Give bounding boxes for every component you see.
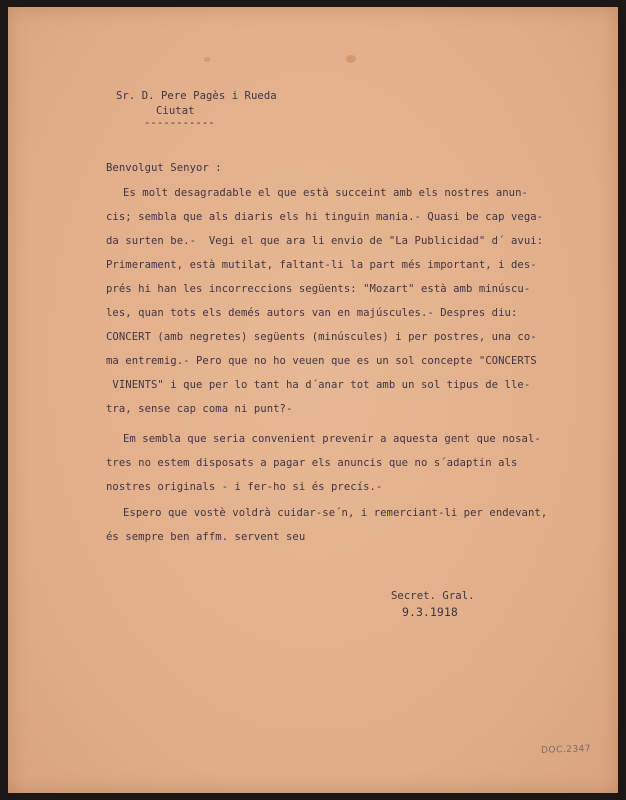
signature-title: Secret. Gral. xyxy=(391,590,475,602)
body-line: és sempre ben affm. servent seu xyxy=(106,531,306,543)
body-line: les, quan tots els demés autors van en majúscules.- Despres diu: xyxy=(106,307,518,319)
body-line: prés hi han les incorreccions següents: "Mozart" està amb minúscu- xyxy=(106,283,531,295)
address-underline: ----------- xyxy=(144,117,215,129)
archive-stamp: DOC.2347 xyxy=(540,744,592,756)
body-line: Espero que vostè voldrà cuidar-se´n, i remerciant-li per endevant, xyxy=(123,507,548,519)
recipient-name: Sr. D. Pere Pagès i Rueda xyxy=(116,90,277,102)
body-line: tra, sense cap coma ni punt?- xyxy=(106,403,293,415)
letter-date: 9.3.1918 xyxy=(402,605,458,619)
body-line: ma entremig.- Pero que no ho veuen que es un sol concepte "CONCERTS xyxy=(106,355,537,367)
body-line: Es molt desagradable el que està succeint amb els nostres anun- xyxy=(123,187,528,199)
body-line: da surten be.- Vegi el que ara li envio de "La Publicidad" d´ avui: xyxy=(106,235,544,247)
body-line: cis; sembla que als diaris els hi tinguin mania.- Quasi be cap vega- xyxy=(106,211,544,223)
body-line: Primerament, està mutilat, faltant-li la part més important, i des- xyxy=(106,259,537,271)
salutation: Benvolgut Senyor : xyxy=(106,162,222,174)
body-line: Em sembla que seria convenient prevenir a aquesta gent que nosal- xyxy=(123,433,541,445)
body-line: nostres originals - i fer-ho si és precís.- xyxy=(106,481,383,493)
body-line: CONCERT (amb negretes) següents (minúscules) i per postres, una co- xyxy=(106,331,537,343)
paper-stain xyxy=(346,55,356,63)
recipient-city: Ciutat xyxy=(156,105,195,117)
letter-page xyxy=(8,7,618,793)
body-line: tres no estem disposats a pagar els anuncis que no s´adaptin als xyxy=(106,457,518,469)
body-line: VINENTS" i que per lo tant ha d´anar tot amb un sol tipus de lle- xyxy=(106,379,531,391)
paper-stain xyxy=(204,57,210,62)
